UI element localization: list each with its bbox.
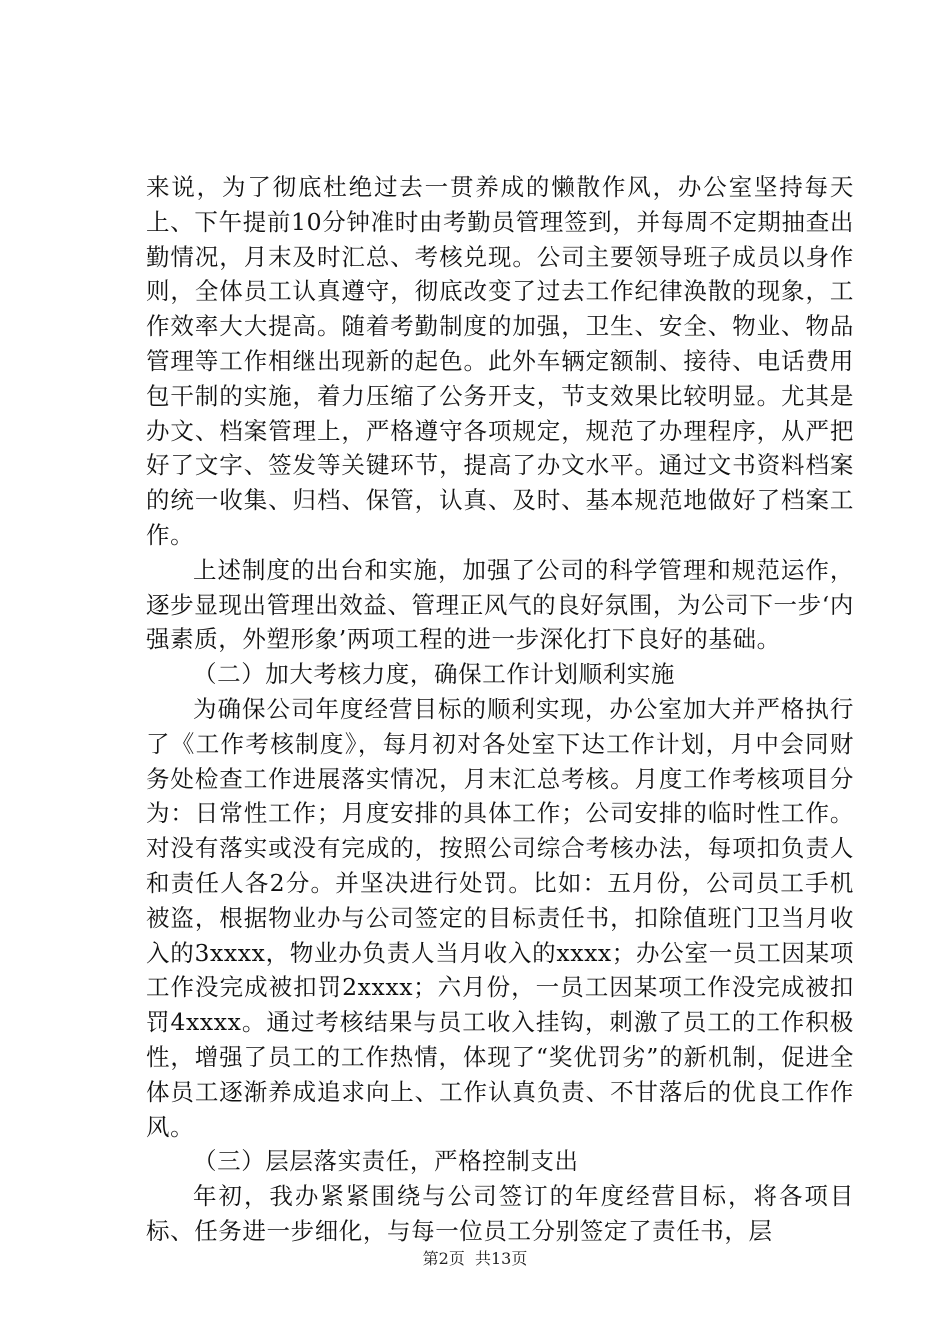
body-paragraph: 年初，我办紧紧围绕与公司签订的年度经营目标，将各项目标、任务进一步细化，与每一位员工分别签定了责任书，层 — [146, 1182, 854, 1245]
body-paragraph-continuation: 来说，为了彻底杜绝过去一贯养成的懒散作风，办公室坚持每天上、下午提前10分钟准时由考勤员管理签到，并每周不定期抽查出勤情况，月末及时汇总、考核兑现。公司主要领导班子成员以身作则，全体员工认真遵守，彻底改变了过去工作纪律涣散的现象，工作效率大大提高。随着考勤制度的加强，卫生、安全、物业、物品管理等工作相继出现新的起色。此外车辆定额制、接待、电话费用包干制的实施，着力压缩了公务开支，节支效果比较明显。尤其是办文、档案管理上，严格遵守各项规定，规范了办理程序，从严把好了文字、签发等关键环节，提高了办文水平。通过文书资料档案的统一收集、归档、保管，认真、及时、基本规范地做好了档案工作。 — [146, 173, 854, 549]
body-paragraph: 为确保公司年度经营目标的顺利实现，办公室加大并严格执行了《工作考核制度》，每月初对各处室下达工作计划，月中会同财务处检查工作进展落实情况，月末汇总考核。月度工作考核项目分为：日常性工作；月度安排的具体工作；公司安排的临时性工作。对没有落实或没有完成的，按照公司综合考核办法，每项扣负责人和责任人各2分。并坚决进行处罚。比如：五月份，公司员工手机被盗，根据物业办与公司签定的目标责任书，扣除值班门卫当月收入的3xxxx，物业办负责人当月收入的xxxx；办公室一员工因某项工作没完成被扣罚2xxxx；六月份，一员工因某项工作没完成被扣罚4xxxx。通过考核结果与员工收入挂钩，刺激了员工的工作积极性，增强了员工的工作热情，体现了“奖优罚劣”的新机制，促进全体员工逐渐养成追求向上、工作认真负责、不甘落后的优良工作作风。 — [146, 694, 854, 1141]
body-paragraph: 上述制度的出台和实施，加强了公司的科学管理和规范运作，逐步显现出管理出效益、管理正风气的良好氛围，为公司下一步‘内强素质，外塑形象’两项工程的进一步深化打下良好的基础。 — [146, 555, 854, 654]
page-footer — [0, 1246, 950, 1269]
section-heading-3: （三）层层落实责任，严格控制支出 — [193, 1147, 579, 1176]
document-body — [146, 170, 854, 1249]
page-number-label: 第2页 共13页 — [422, 1249, 528, 1268]
section-heading-2: （二）加大考核力度，确保工作计划顺利实施 — [193, 660, 675, 689]
